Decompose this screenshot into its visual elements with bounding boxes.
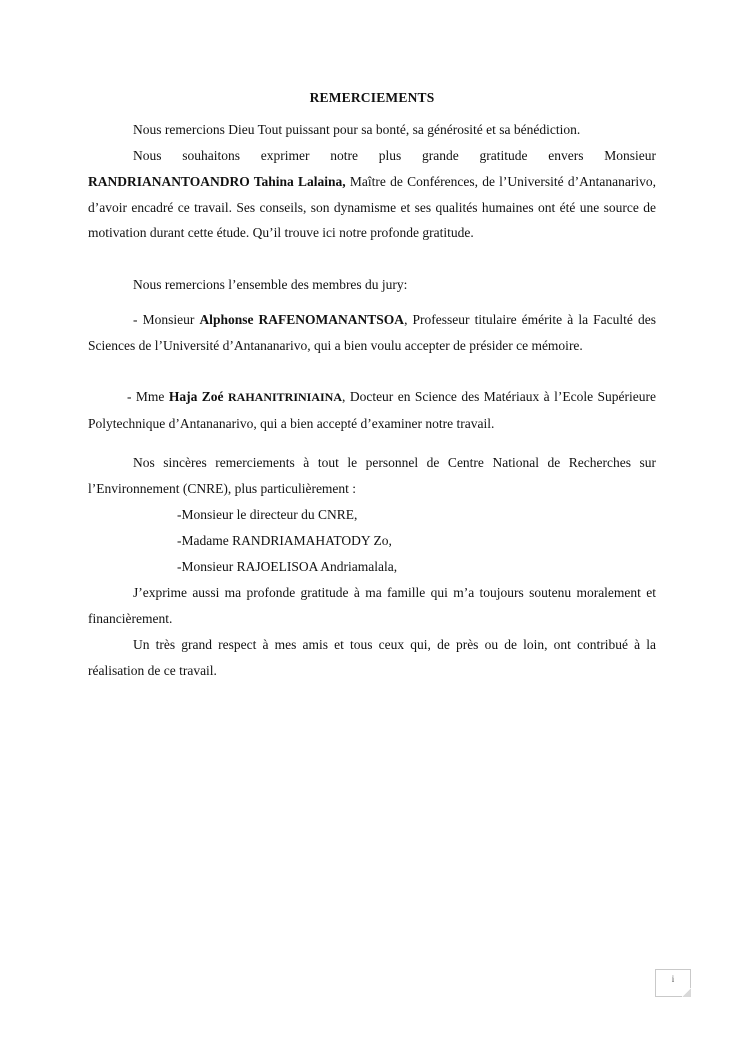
page-title: REMERCIEMENTS — [309, 90, 435, 105]
page-number: i — [671, 974, 675, 984]
jury-intro-paragraph: Nous remercions l’ensemble des membres du jury: — [133, 277, 408, 292]
cnre-paragraph: Nos sincères remerciements à tout le personnel de Centre National de Recherches sur l’Environnement (CNRE), plus particulièrement : — [88, 455, 656, 496]
jury-president-name: Alphonse RAFENOMANANTSOA — [199, 312, 405, 327]
jury-president-prefix: - Monsieur — [133, 312, 200, 327]
supervisor-paragraph — [88, 143, 656, 246]
supervisor-text: Maître de Conférences, de l’Université d’Antananarivo, d’avoir encadré ce travail. Ses conseils, son dynamisme et ses qualités humaines ont été une source de motivation durant cette étude. Qu’il trouve ici notre profonde gratitude. — [88, 173, 656, 241]
family-paragraph: J’exprime aussi ma profonde gratitude à ma famille qui m’a toujours soutenu moralement et financièrement. — [88, 585, 656, 626]
jury-examiner-text: , Docteur en Science des Matériaux à l’Ecole Supérieure Polytechnique d’Antananarivo, qui a bien accepté d’examiner notre travail. — [88, 389, 656, 431]
jury-examiner-paragraph — [88, 384, 656, 437]
list-item: -Monsieur RAJOELISOA Andriamalala, — [177, 559, 398, 574]
thanks-god-paragraph: Nous remercions Dieu Tout puissant pour sa bonté, sa générosité et sa bénédiction. — [133, 122, 581, 137]
page-number-box — [655, 969, 691, 997]
list-item: -Madame RANDRIAMAHATODY Zo, — [177, 533, 392, 548]
jury-examiner-firstname: Haja Zoé — [168, 389, 228, 404]
page-fold-icon — [682, 988, 691, 997]
jury-examiner-lastname: RAHANITRINIAINA — [228, 390, 343, 404]
supervisor-intro: Nous souhaitons exprimer notre plus grande gratitude envers Monsieur — [133, 148, 656, 163]
jury-examiner-prefix: - Mme — [127, 389, 169, 404]
friends-paragraph: Un très grand respect à mes amis et tous ceux qui, de près ou de loin, ont contribué à la réalisation de ce travail. — [88, 637, 656, 678]
supervisor-name: RANDRIANANTOANDRO Tahina Lalaina, — [88, 173, 346, 189]
jury-president-text: , Professeur titulaire émérite à la Faculté des Sciences de l’Université d’Antananarivo, qui a bien voulu accepter de présider ce mémoire. — [88, 312, 656, 353]
list-item: -Monsieur le directeur du CNRE, — [177, 507, 358, 522]
jury-president-paragraph — [88, 307, 656, 359]
